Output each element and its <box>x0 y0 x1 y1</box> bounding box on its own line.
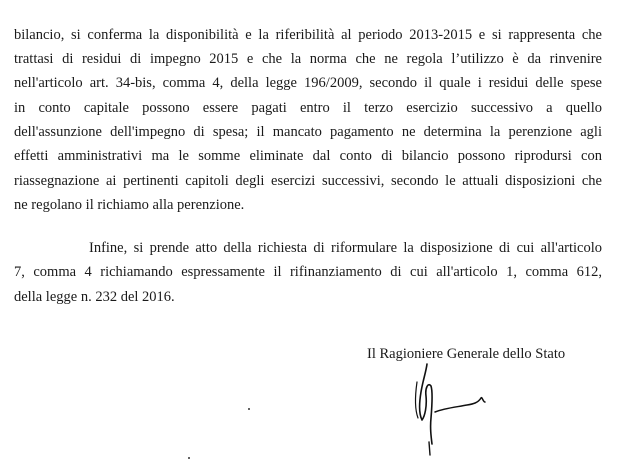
scan-speck <box>188 457 190 459</box>
handwritten-signature <box>405 362 495 462</box>
body-line-2: trattasi di residui di impegno 2015 e che la norma che ne regola l’utilizzo è da rinvenire <box>14 51 602 67</box>
body-line-5: dell'assunzione dell'impegno di spesa; il mancato pagamento ne determina la perenzione agli <box>14 124 602 140</box>
body-line-10: 7, comma 4 richiamando espressamente il rifinanziamento di cui all'articolo 1, comma 612, <box>14 264 602 280</box>
body-line-6: effetti amministrativi ma le somme eliminate dal conto di bilancio possono riprodursi con <box>14 148 602 164</box>
body-line-1: bilancio, si conferma la disponibilità e la riferibilità al periodo 2013-2015 e si rappresenta che <box>14 27 602 43</box>
body-line-11: della legge n. 232 del 2016. <box>14 289 175 305</box>
body-line-4: in conto capitale possono essere pagati entro il terzo esercizio successivo a quello <box>14 100 602 116</box>
body-line-7: riassegnazione ai pertinenti capitoli degli esercizi successivi, secondo le attuali disposizioni che <box>14 173 602 189</box>
body-line-9: Infine, si prende atto della richiesta di riformulare la disposizione di cui all'articolo <box>89 240 602 256</box>
signatory-title: Il Ragioniere Generale dello Stato <box>367 346 566 362</box>
scan-speck <box>248 408 250 410</box>
body-line-8: ne regolano il richiamo alla perenzione. <box>14 197 245 213</box>
body-line-3: nell'articolo art. 34-bis, comma 4, della legge 196/2009, secondo il quale i residui delle spese <box>14 75 602 91</box>
